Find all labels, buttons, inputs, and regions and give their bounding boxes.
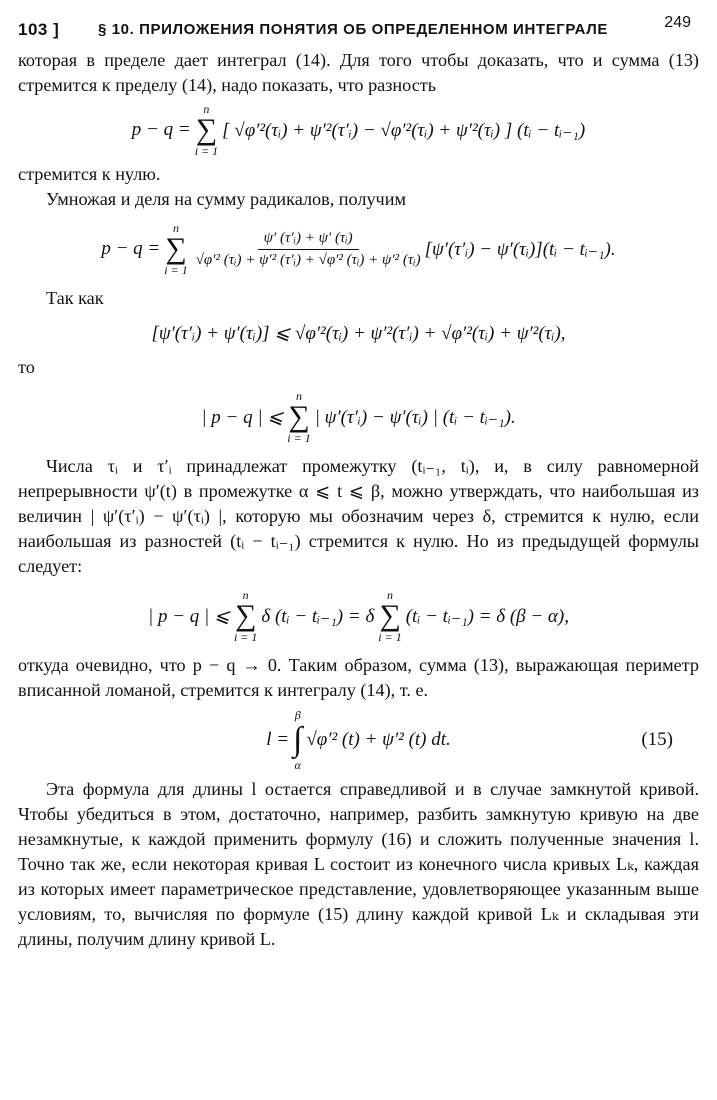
fraction-denominator: √φ′² (τᵢ) + ψ′² (τ′ᵢ) + √φ′² (τᵢ) + ψ′² (τᵢ) — [195, 251, 421, 268]
paragraph-3: Умножая и деля на сумму радикалов, получим — [46, 189, 406, 209]
paragraph-6: Числа τᵢ и τ′ᵢ принадлежат промежутку (tᵢ₋₁, tᵢ), и, в силу равномерной непрерывности ψ′(t) в промежутке α ⩽ t ⩽ β, можно утверждать, что наибольшая из величин | ψ′(τ′ᵢ) − ψ′(τᵢ) |, которую мы обозначим через δ, стремится к нулю, если наибольшая из разностей (tᵢ − tᵢ₋₁) стремится к нулю. Но из предыдущей формулы следует: — [18, 456, 699, 576]
sum-upper-limit: n — [172, 221, 179, 235]
sum-upper-limit: n — [387, 588, 394, 602]
paragraph-1: которая в пределе дает интеграл (14). Для того чтобы доказать, что и сумма (13) стремится к пределу (14), надо показать, что разность — [18, 50, 699, 95]
formula-3-body: [ψ′(τ′ᵢ) + ψ′(τᵢ)] ⩽ √φ′²(τᵢ) + ψ′²(τ′ᵢ) + √φ′²(τᵢ) + ψ′²(τᵢ), — [151, 322, 566, 344]
formula-6-body: √φ′² (t) + ψ′² (t) dt. — [306, 729, 451, 750]
integral-lower-limit: α — [294, 758, 301, 772]
formula-4-body: | ψ′(τ′ᵢ) − ψ′(τᵢ) | (tᵢ − tᵢ₋₁). — [314, 406, 516, 428]
sum-lower-limit: i = 1 — [287, 431, 311, 445]
sum-symbol: n ∑ i = 1 — [287, 389, 311, 445]
formula-1-body: [ √φ′²(τᵢ) + ψ′²(τ′ᵢ) − √φ′²(τᵢ) + ψ′²(τᵢ) ] (tᵢ − tᵢ₋₁) — [222, 119, 586, 141]
page-marker-left: 103 ] — [18, 20, 60, 39]
equation-number: (15) — [641, 729, 673, 750]
sum-lower-limit: i = 1 — [164, 263, 188, 277]
formula-1-lhs: p − q = — [131, 119, 191, 140]
formula-3 — [18, 311, 699, 355]
section-title: § 10. ПРИЛОЖЕНИЯ ПОНЯТИЯ ОБ ОПРЕДЕЛЕННОМ ИНТЕГРАЛЕ — [98, 21, 608, 38]
sum-lower-limit: i = 1 — [233, 630, 258, 644]
formula-4-lhs: | p − q | ⩽ — [201, 406, 284, 428]
sum-upper-limit: n — [242, 588, 249, 602]
formula-5-mid1: δ (tᵢ − tᵢ₋₁) = δ — [261, 605, 375, 627]
formula-6 — [18, 703, 699, 777]
formula-4 — [18, 380, 699, 454]
formula-5-lhs: | p − q | ⩽ — [148, 605, 230, 627]
formula-5 — [18, 579, 699, 653]
running-header — [18, 14, 699, 48]
sum-upper-limit: n — [295, 389, 302, 403]
sum-symbol: n ∑ i = 1 — [164, 221, 188, 277]
fraction-numerator: ψ′ (τ′ᵢ) + ψ′ (τᵢ) — [258, 230, 359, 250]
formula-5-mid2: (tᵢ − tᵢ₋₁) = δ (β − α), — [405, 605, 569, 627]
sum-upper-limit: n — [203, 102, 210, 116]
page-number: 249 — [664, 14, 691, 31]
paragraph-5: то — [18, 357, 35, 377]
formula-1 — [18, 98, 699, 162]
paragraph-2: стремится к нулю. — [18, 164, 161, 184]
formula-2-tail: [ψ′(τ′ᵢ) − ψ′(τᵢ)](tᵢ − tᵢ₋₁). — [424, 238, 616, 260]
formula-2-lhs: p − q = — [101, 238, 161, 259]
sum-lower-limit: i = 1 — [378, 630, 402, 644]
sum-symbol: n ∑ i = 1 — [233, 588, 258, 644]
paragraph-8: Эта формула для длины l остается справедливой и в случае замкнутой кривой. Чтобы убедиться в этом, достаточно, например, разбить замкнутую кривую на две незамкнутые, к каждой применить формулу (16) и сложить полученные значения l. Точно так же, если некоторая кривая L состоит из конечного числа кривых Lₖ, каждая из которых имеет параметрическое представление, удовлетворяющее указанным выше условиям, то, вычисляя по формуле (15) длину каждой кривой Lₖ и складывая эти длины, получим длину кривой L. — [18, 779, 699, 949]
integral-upper-limit: β — [294, 708, 301, 722]
sum-lower-limit: i = 1 — [194, 144, 219, 158]
paragraph-7: откуда очевидно, что p − q → 0. Таким образом, сумма (13), выражающая периметр вписанной ломаной, стремится к интегралу (14), т. е. — [18, 655, 699, 700]
paragraph-4: Так как — [46, 288, 104, 308]
formula-6-lhs: l = — [266, 729, 290, 750]
integral-symbol: β ∫ α — [293, 708, 303, 772]
sum-symbol: n ∑ i = 1 — [378, 588, 402, 644]
fraction — [196, 230, 421, 269]
sum-symbol: n ∑ i = 1 — [194, 102, 219, 158]
formula-2 — [18, 212, 699, 286]
